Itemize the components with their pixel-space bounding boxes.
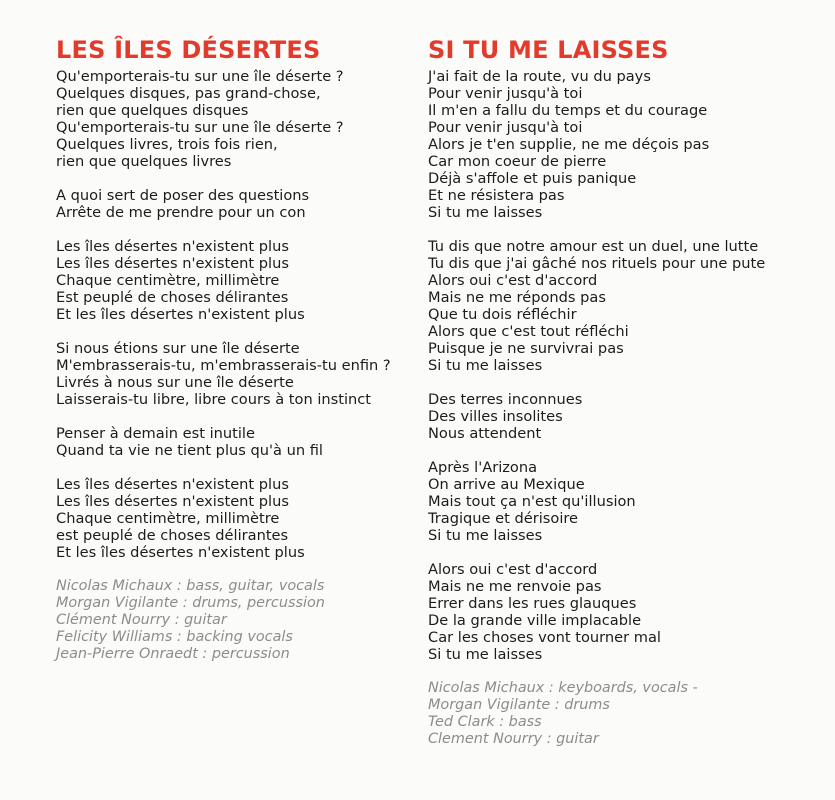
lyric-line: Pour venir jusqu'à toi bbox=[428, 119, 583, 136]
lyric-line: Car mon coeur de pierre bbox=[428, 153, 607, 170]
lyric-line: Chaque centimètre, millimètre bbox=[56, 510, 280, 527]
lyric-line: Si tu me laisses bbox=[428, 357, 543, 374]
lyric-line: Laisserais-tu libre, libre cours à ton instinct bbox=[56, 391, 372, 408]
lyric-line: Après l'Arizona bbox=[428, 459, 538, 476]
lyric-line: Alors je t'en supplie, ne me déçois pas bbox=[428, 136, 710, 153]
stanza-gap bbox=[56, 170, 416, 187]
lyric-line: Les îles désertes n'existent plus bbox=[56, 238, 289, 255]
song-title: LES ÎLES DÉSERTES bbox=[56, 36, 321, 64]
lyric-line: De la grande ville implacable bbox=[428, 612, 642, 629]
lyric-line: A quoi sert de poser des questions bbox=[56, 187, 310, 204]
lyric-line: Il m'en a fallu du temps et du courage bbox=[428, 102, 708, 119]
lyric-line: Et ne résistera pas bbox=[428, 187, 565, 204]
stanza-gap bbox=[56, 459, 416, 476]
credit-line: Jean-Pierre Onraedt : percussion bbox=[56, 646, 290, 662]
stanza-gap bbox=[428, 442, 828, 459]
lyric-line: Quelques disques, pas grand-chose, bbox=[56, 85, 321, 102]
lyric-line: Penser à demain est inutile bbox=[56, 425, 255, 442]
lyric-line: Tu dis que j'ai gâché nos rituels pour une pute bbox=[428, 255, 766, 272]
lyric-line: Si tu me laisses bbox=[428, 527, 543, 544]
credit-line: Ted Clark : bass bbox=[428, 714, 542, 730]
stanza-gap bbox=[428, 374, 828, 391]
lyric-line: Mais tout ça n'est qu'illusion bbox=[428, 493, 636, 510]
lyric-line: Et les îles désertes n'existent plus bbox=[56, 544, 305, 561]
stanza-gap bbox=[56, 408, 416, 425]
lyrics-block bbox=[56, 68, 416, 561]
lyric-line: Quelques livres, trois fois rien, bbox=[56, 136, 278, 153]
lyric-line: Nous attendent bbox=[428, 425, 542, 442]
song-column-les-iles-desertes bbox=[56, 36, 416, 663]
lyric-line: Qu'emporterais-tu sur une île déserte ? bbox=[56, 119, 344, 136]
lyric-line: Alors oui c'est d'accord bbox=[428, 561, 598, 578]
credit-line: Morgan Vigilante : drums bbox=[428, 697, 610, 713]
lyric-line: Si tu me laisses bbox=[428, 646, 543, 663]
lyric-line: est peuplé de choses délirantes bbox=[56, 527, 289, 544]
lyric-line: Est peuplé de choses délirantes bbox=[56, 289, 289, 306]
lyric-line: Déjà s'affole et puis panique bbox=[428, 170, 637, 187]
lyric-line: Mais ne me renvoie pas bbox=[428, 578, 602, 595]
lyric-line: Si tu me laisses bbox=[428, 204, 543, 221]
credits-block bbox=[428, 680, 828, 748]
lyric-line: Chaque centimètre, millimètre bbox=[56, 272, 280, 289]
lyric-line: Tu dis que notre amour est un duel, une lutte bbox=[428, 238, 759, 255]
lyric-line: Et les îles désertes n'existent plus bbox=[56, 306, 305, 323]
lyric-line: Que tu dois réfléchir bbox=[428, 306, 577, 323]
song-column-si-tu-me-laisses bbox=[428, 36, 828, 748]
song-title: SI TU ME LAISSES bbox=[428, 36, 669, 64]
lyric-line: Quand ta vie ne tient plus qu'à un fil bbox=[56, 442, 323, 459]
lyric-line: On arrive au Mexique bbox=[428, 476, 585, 493]
stanza-gap bbox=[56, 221, 416, 238]
lyric-line: Les îles désertes n'existent plus bbox=[56, 476, 289, 493]
lyrics-block bbox=[428, 68, 828, 663]
lyric-line: Tragique et dérisoire bbox=[428, 510, 579, 527]
lyric-line: Alors oui c'est d'accord bbox=[428, 272, 598, 289]
lyric-line: Alors que c'est tout réfléchi bbox=[428, 323, 629, 340]
lyric-line: Si nous étions sur une île déserte bbox=[56, 340, 300, 357]
lyric-line: Des villes insolites bbox=[428, 408, 563, 425]
stanza-gap bbox=[56, 323, 416, 340]
lyric-line: Des terres inconnues bbox=[428, 391, 583, 408]
stanza-gap bbox=[428, 221, 828, 238]
credits-block bbox=[56, 578, 416, 663]
lyric-line: Les îles désertes n'existent plus bbox=[56, 255, 289, 272]
credit-line: Clement Nourry : guitar bbox=[428, 731, 599, 747]
lyric-line: Errer dans les rues glauques bbox=[428, 595, 637, 612]
credit-line: Nicolas Michaux : bass, guitar, vocals bbox=[56, 578, 325, 594]
credit-line: Felicity Williams : backing vocals bbox=[56, 629, 293, 645]
lyric-line: Mais ne me réponds pas bbox=[428, 289, 606, 306]
lyric-line: rien que quelques disques bbox=[56, 102, 249, 119]
lyric-line: Puisque je ne survivrai pas bbox=[428, 340, 624, 357]
stanza-gap bbox=[428, 544, 828, 561]
lyric-line: Arrête de me prendre pour un con bbox=[56, 204, 306, 221]
credit-line: Morgan Vigilante : drums, percussion bbox=[56, 595, 325, 611]
lyric-line: J'ai fait de la route, vu du pays bbox=[428, 68, 651, 85]
lyric-line: Pour venir jusqu'à toi bbox=[428, 85, 583, 102]
lyric-line: Livrés à nous sur une île déserte bbox=[56, 374, 294, 391]
lyric-line: Qu'emporterais-tu sur une île déserte ? bbox=[56, 68, 344, 85]
lyric-line: rien que quelques livres bbox=[56, 153, 232, 170]
lyric-line: Les îles désertes n'existent plus bbox=[56, 493, 289, 510]
lyric-line: M'embrasserais-tu, m'embrasserais-tu enfin ? bbox=[56, 357, 391, 374]
credit-line: Nicolas Michaux : keyboards, vocals - bbox=[428, 680, 698, 696]
credit-line: Clément Nourry : guitar bbox=[56, 612, 227, 628]
lyric-line: Car les choses vont tourner mal bbox=[428, 629, 661, 646]
